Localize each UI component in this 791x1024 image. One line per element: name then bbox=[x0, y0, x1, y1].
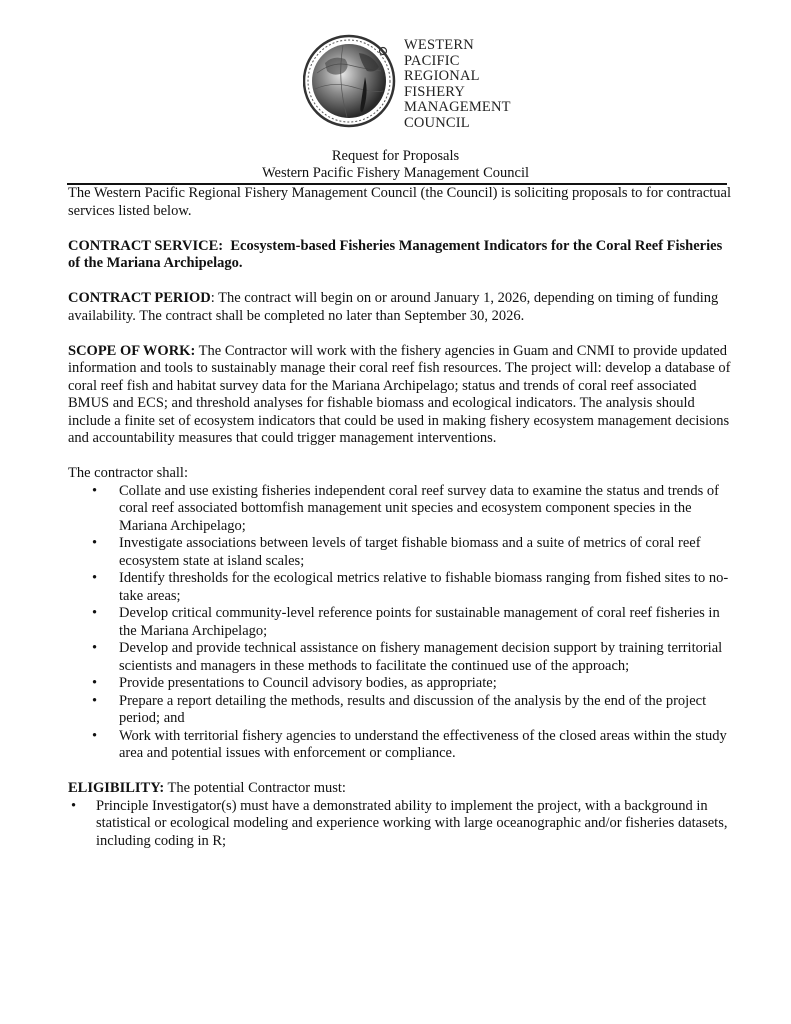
intro-paragraph: The Western Pacific Regional Fishery Management Council (the Council) is soliciting proposals to for contractual services listed below. bbox=[68, 185, 731, 219]
bullet-icon: • bbox=[71, 797, 77, 814]
scope-of-work-label: SCOPE OF WORK: bbox=[68, 342, 196, 359]
list-item bbox=[68, 483, 732, 536]
bullet-icon: • bbox=[92, 675, 98, 691]
scope-of-work-text: The Contractor will work with the fishery agencies in Guam and CNMI to provide updated information and tools to sustainably manage their coral reef fish resources. The project will: develop a database of coral reef fish and habitat survey data for the Mariana Archipelago; status and trends of coral reef associated BMUS and ECS; and threshold analyses for fishable biomass and ecological indicators. The analysis should include a finite set of ecosystem indicators that could be used in making fishery ecosystem management decisions and accountability measures that could trigger management interventions. bbox=[68, 342, 731, 446]
contractor-tasks-list bbox=[68, 483, 732, 763]
list-item-text: Develop and provide technical assistance on fishery management decision support by training territorial scientists and managers in these methods to facilitate the continued use of the approach; bbox=[119, 640, 723, 674]
list-item-text: Principle Investigator(s) must have a demonstrated ability to implement the project, with a background in statistical or ecological modeling and experience working with large oceanographic and/or fisheries datasets, including coding in R; bbox=[96, 797, 728, 849]
list-item bbox=[68, 640, 732, 675]
list-item-text: Develop critical community-level reference points for sustainable management of coral reef fisheries in the Mariana Archipelago; bbox=[119, 605, 720, 639]
bullet-icon: • bbox=[92, 570, 98, 586]
eligibility-paragraph bbox=[68, 780, 732, 798]
scope-of-work-paragraph bbox=[68, 343, 732, 448]
eligibility-label: ELIGIBILITY: bbox=[68, 780, 165, 796]
council-logo bbox=[303, 33, 523, 143]
list-item bbox=[68, 605, 732, 640]
document-body bbox=[68, 185, 732, 850]
list-item bbox=[68, 798, 732, 851]
list-item-text: Prepare a report detailing the methods, results and discussion of the analysis by the end of the project period; and bbox=[119, 692, 707, 726]
logo-line: FISHERY bbox=[404, 83, 466, 100]
contract-period-label: CONTRACT PERIOD bbox=[68, 290, 211, 306]
document-title: Request for Proposals bbox=[331, 148, 460, 164]
contract-service-text: Ecosystem-based Fisheries Management Indicators for the Coral Reef Fisheries of the Mariana Archipelago. bbox=[68, 237, 723, 271]
contract-service-paragraph bbox=[68, 238, 732, 273]
list-item-text: Work with territorial fishery agencies to understand the effectiveness of the closed areas within the study area and potential issues with enforcement or compliance. bbox=[119, 727, 727, 761]
list-item-text: Provide presentations to Council advisory bodies, as appropriate; bbox=[119, 675, 497, 691]
logo-wordmark bbox=[404, 38, 511, 131]
logo-line: COUNCIL bbox=[404, 114, 470, 131]
document-subtitle: Western Pacific Fishery Management Council bbox=[261, 165, 529, 181]
list-item-text: Identify thresholds for the ecological metrics relative to fishable biomass ranging from fished sites to no-take areas; bbox=[119, 570, 729, 604]
contractor-shall-intro: The contractor shall: bbox=[68, 465, 188, 481]
globe-emblem-icon bbox=[303, 33, 399, 129]
spacer bbox=[68, 763, 732, 781]
list-item bbox=[68, 675, 732, 693]
list-item bbox=[68, 728, 732, 763]
logo-line: PACIFIC bbox=[404, 52, 460, 69]
bullet-icon: • bbox=[92, 482, 98, 499]
logo-line: WESTERN bbox=[404, 37, 474, 53]
bullet-icon: • bbox=[92, 640, 98, 656]
contract-service-label: CONTRACT SERVICE: bbox=[68, 237, 224, 254]
eligibility-text: The potential Contractor must: bbox=[164, 780, 346, 796]
contract-period-paragraph bbox=[68, 290, 732, 325]
bullet-icon: • bbox=[92, 535, 98, 551]
list-item-text: Collate and use existing fisheries independent coral reef survey data to examine the status and trends of coral reef associated bottomfish management unit species and ecosystem component species in the Mariana Archipelago; bbox=[119, 482, 719, 534]
list-item bbox=[68, 535, 732, 570]
list-item bbox=[68, 693, 732, 728]
list-item bbox=[68, 570, 732, 605]
bullet-icon: • bbox=[92, 727, 98, 744]
bullet-icon: • bbox=[92, 605, 98, 621]
bullet-icon: • bbox=[92, 692, 98, 709]
logo-line: MANAGEMENT bbox=[404, 99, 511, 115]
eligibility-list bbox=[68, 798, 732, 851]
contract-period-text: : The contract will begin on or around January 1, 2026, depending on timing of funding availability. The contract shall be completed no later than September 30, 2026. bbox=[68, 290, 719, 324]
logo-line: REGIONAL bbox=[404, 68, 480, 84]
list-item-text: Investigate associations between levels of target fishable biomass and a suite of metrics of coral reef ecosystem state at island scales; bbox=[119, 535, 701, 569]
